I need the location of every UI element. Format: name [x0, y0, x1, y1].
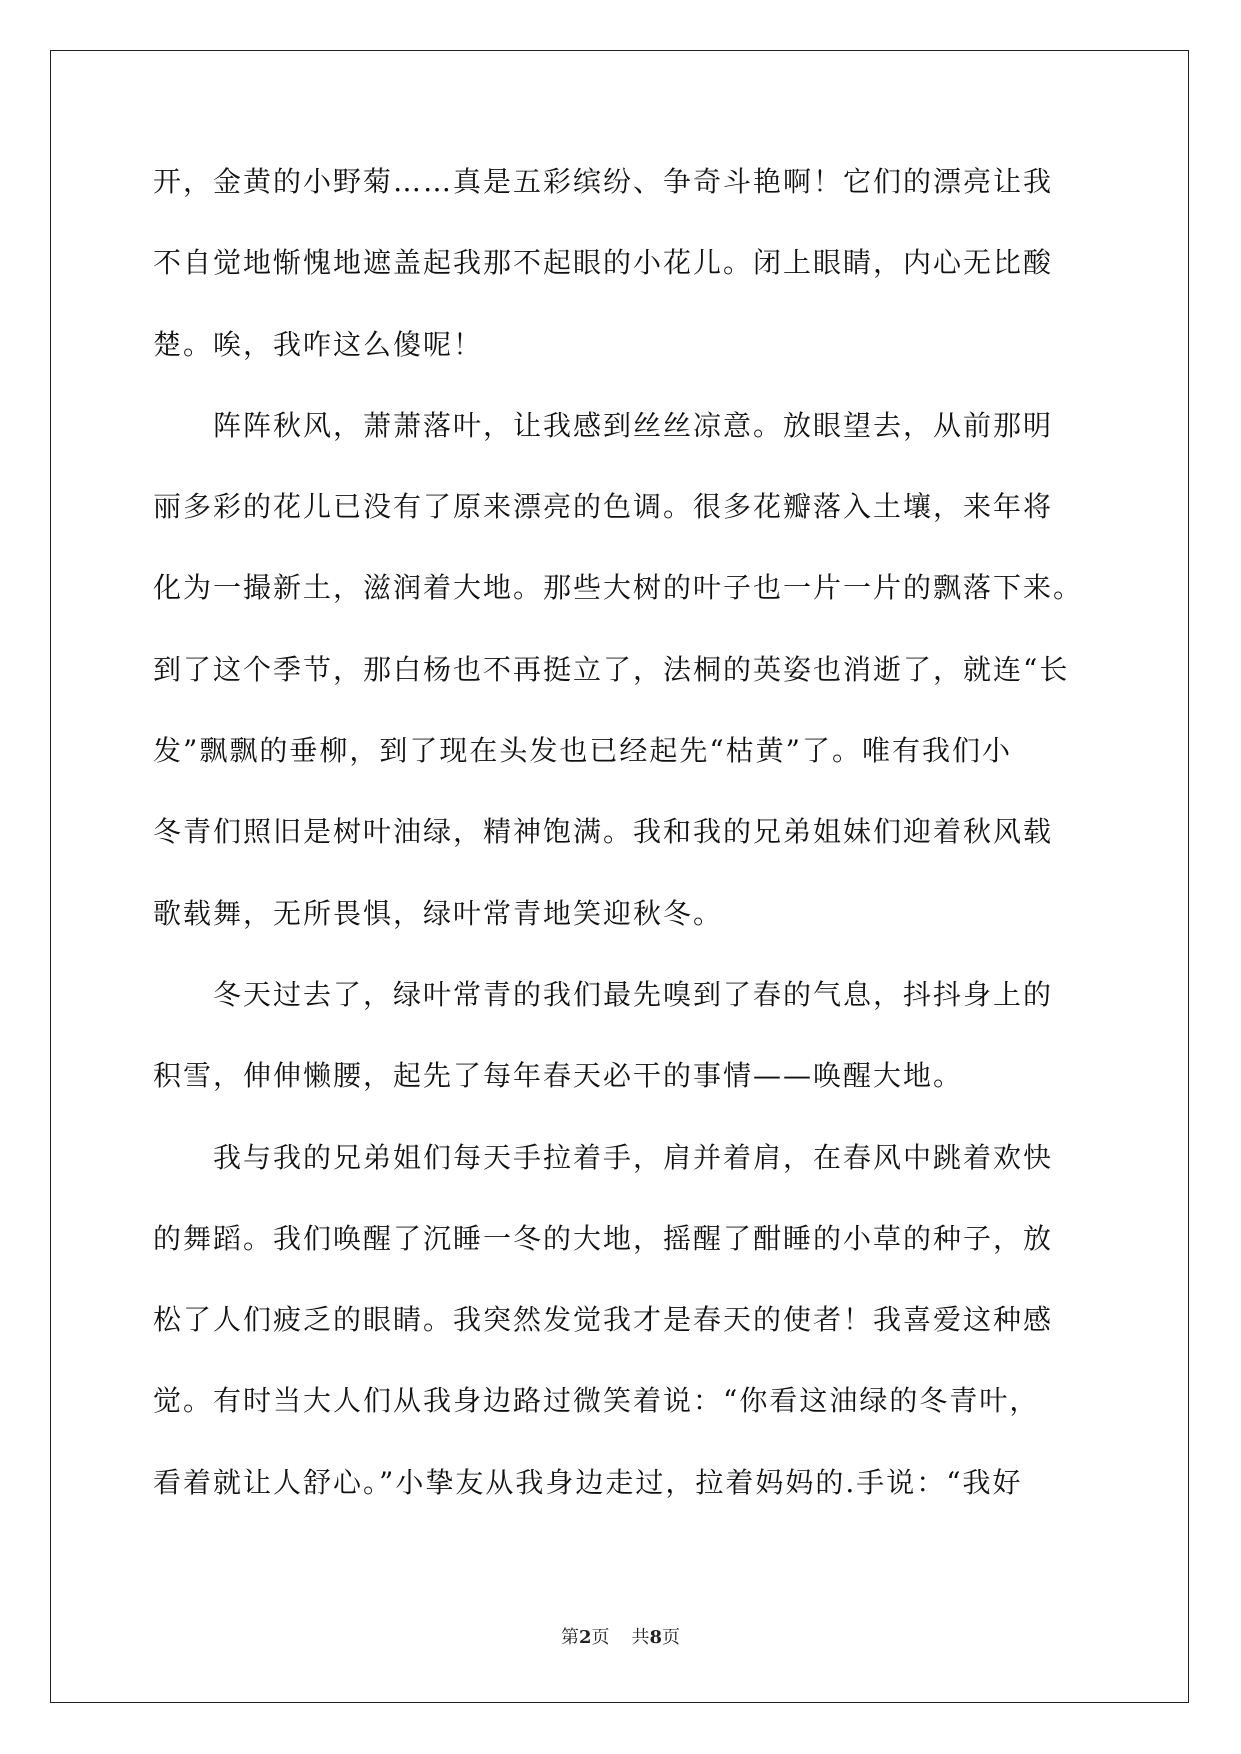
- text-line: 到了这个季节，那白杨也不再挺立了，法桐的英姿也消逝了，就连“长: [153, 652, 1070, 686]
- text-line: 楚。唉，我咋这么傻呢！: [153, 327, 484, 361]
- text-line: 积雪，伸伸懒腰，起先了每年春天必干的事情——唤醒大地。: [153, 1059, 964, 1093]
- text-line: 冬天过去了，绿叶常青的我们最先嗅到了春的气息，抖抖身上的: [153, 977, 1054, 1011]
- text-line: 松了人们疲乏的眼睛。我突然发觉我才是春天的使者！我喜爱这种感: [153, 1303, 1054, 1337]
- body-text: [153, 162, 1088, 1544]
- page-footer: [0, 1623, 1241, 1649]
- total-suffix: 页: [662, 1627, 681, 1648]
- text-line: 丽多彩的花儿已没有了原来漂亮的色调。很多花瓣落入土壤，来年将: [153, 490, 1054, 524]
- text-line: 我与我的兄弟姐们每天手拉着手，肩并着肩，在春风中跳着欢快: [153, 1140, 1054, 1174]
- text-line: 不自觉地惭愧地遮盖起我那不起眼的小花儿。闭上眼睛，内心无比酸: [153, 246, 1054, 280]
- text-line: 发”飘飘的垂柳，到了现在头发也已经起先“枯黄”了。唯有我们小: [153, 734, 1012, 768]
- text-line: 开，金黄的小野菊……真是五彩缤纷、争奇斗艳啊！它们的漂亮让我: [153, 165, 1054, 198]
- page-prefix: 第: [560, 1627, 579, 1648]
- text-line: 歌载舞，无所畏惧，绿叶常青地笑迎秋冬。: [153, 896, 724, 930]
- page-suffix: 页: [591, 1627, 610, 1648]
- text-line: 阵阵秋风，萧萧落叶，让我感到丝丝凉意。放眼望去，从前那明: [153, 408, 1054, 442]
- text-line: 的舞蹈。我们唤醒了沉睡一冬的大地，摇醒了酣睡的小草的种子，放: [153, 1221, 1054, 1255]
- text-line: 看着就让人舒心。”小挚友从我身边走过，拉着妈妈的.手说：“我好: [153, 1465, 1023, 1499]
- text-line: 冬青们照旧是树叶油绿，精神饱满。我和我的兄弟姐妹们迎着秋风载: [153, 815, 1054, 849]
- text-line: 化为一撮新土，滋润着大地。那些大树的叶子也一片一片的飘落下来。: [153, 571, 1084, 605]
- total-pages: 8: [649, 1627, 663, 1648]
- page-number: 2: [578, 1627, 592, 1648]
- text-line: 觉。有时当大人们从我身边路过微笑着说：“你看这油绿的冬青叶，: [153, 1384, 1040, 1418]
- total-prefix: 共: [631, 1627, 650, 1648]
